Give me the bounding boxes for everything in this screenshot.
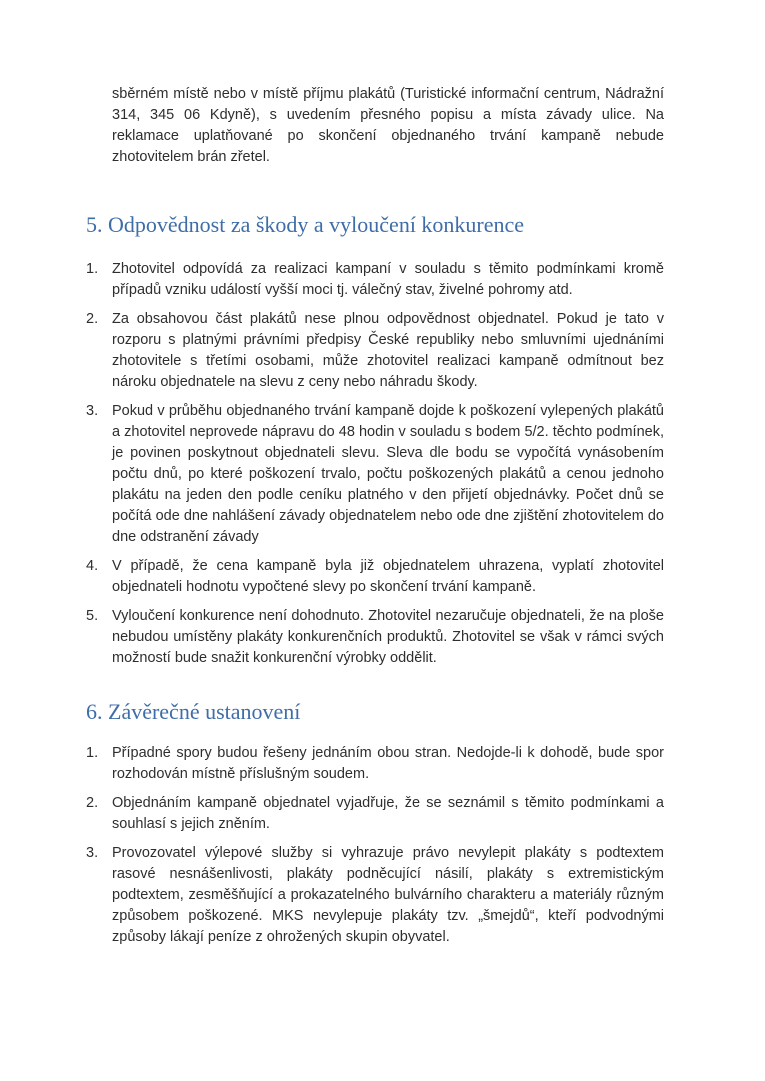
list-item-5-2: [86, 309, 664, 393]
list-item-text: Případné spory budou řešeny jednáním obou stran. Nedojde-li k dohodě, bude spor rozhodován místně příslušným soudem.: [112, 745, 664, 782]
list-item-6-3: [86, 843, 664, 948]
list-item-number: 5.: [86, 608, 99, 624]
list-item-number: 1.: [86, 261, 99, 277]
list-item-number: 4.: [86, 558, 99, 574]
section-5-list: [86, 259, 715, 669]
list-item-number: 1.: [86, 745, 99, 761]
list-item-text: Za obsahovou část plakátů nese plnou odpovědnost objednatel. Pokud je tato v rozporu s platnými právními předpisy České republiky nebo smluvními ujednáními zhotovitele s třetími osobami, může zhotovitel realizaci kampaně odmítnout bez nároku objednatele na slevu z ceny nebo náhradu škody.: [112, 311, 664, 390]
intro-paragraph: sběrném místě nebo v místě příjmu plakátů (Turistické informační centrum, Nádražní 314, 345 06 Kdyně), s uvedením přesného popisu a místa závady ulice. Na reklamace uplatňované po skončení objednaného trvání kampaně nebude zhotovitelem brán zřetel.: [112, 86, 664, 165]
list-item-number: 2.: [86, 795, 99, 811]
list-item-text: V případě, že cena kampaně byla již objednatelem uhrazena, vyplatí zhotovitel objednateli hodnotu vypočtené slevy po skončení trvání kampaně.: [112, 558, 664, 595]
list-item-5-4: [86, 556, 664, 598]
list-item-number: 3.: [86, 403, 99, 419]
list-item-text: Vyloučení konkurence není dohodnuto. Zhotovitel nezaručuje objednateli, že na ploše nebudou umístěny plakáty konkurenčních produktů. Zhotovitel se však v rámci svých možností bude snažit konkurenční výrobky oddělit.: [112, 608, 664, 666]
section-5-heading: 5. Odpovědnost za škody a vyloučení konkurence: [86, 212, 525, 237]
list-item-number: 2.: [86, 311, 99, 327]
list-item-6-2: [86, 793, 664, 835]
list-item-6-1: [86, 743, 664, 785]
list-item-5-3: [86, 401, 664, 548]
list-item-text: Zhotovitel odpovídá za realizaci kampaní v souladu s těmito podmínkami kromě případů vzniku událostí vyšší moci tj. válečný stav, živelné pohromy atd.: [112, 261, 664, 298]
section-6-list: [86, 743, 715, 948]
list-item-5-1: [86, 259, 664, 301]
list-item-5-5: [86, 606, 664, 669]
list-item-text: Objednáním kampaně objednatel vyjadřuje, že se seznámil s těmito podmínkami a souhlasí s jejich zněním.: [112, 795, 664, 832]
list-item-text: Provozovatel výlepové služby si vyhrazuje právo nevylepit plakáty s podtextem rasové nesnášenlivosti, plakáty podněcující násilí, plakáty s extremistickým podtextem, zesměšňující a prokazatelného bulvárního charakteru a materiály různým způsobem poškozené. MKS nevylepuje plakáty tzv. „šmejdů“, kteří podvodnými způsoby lákají peníze z ohrožených skupin obyvatel.: [112, 845, 664, 945]
list-item-text: Pokud v průběhu objednaného trvání kampaně dojde k poškození vylepených plakátů a zhotovitel neprovede nápravu do 48 hodin v souladu s bodem 5/2. těchto podmínek, je povinen poskytnout objednateli slevu. Sleva dle bodu se vypočítá vynásobením počtu dnů, po které poškození trvalo, počtu poškozených plakátů a cenou jednoho plakátu na jeden den podle ceníku platného v den přijetí objednávky. Počet dnů se počítá ode dne nahlášení závady objednatelem nebo ode dne zjištění zhotovitelem do dne odstranění závady: [112, 403, 664, 545]
list-item-number: 3.: [86, 845, 99, 861]
section-6-heading: 6. Závěrečné ustanovení: [86, 699, 301, 724]
